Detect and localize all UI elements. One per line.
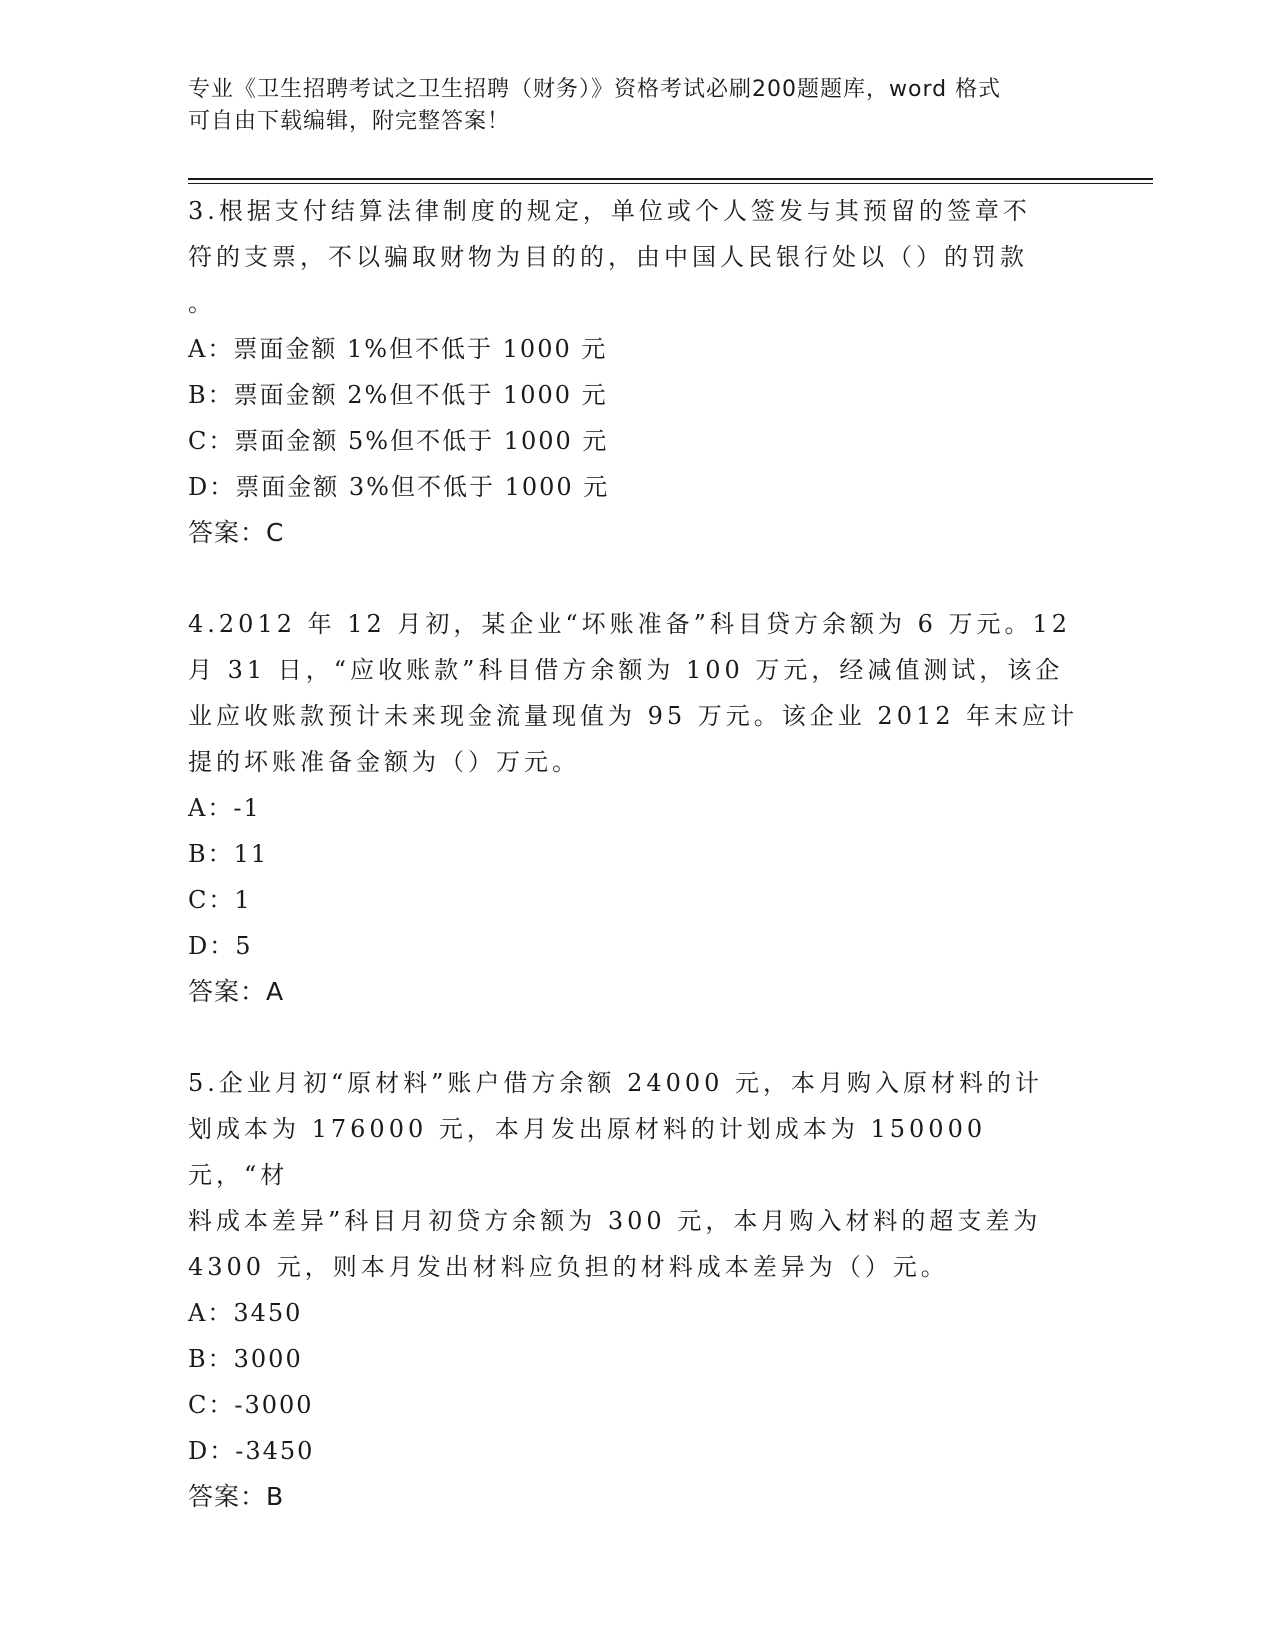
option-d: D：票面金额 3%但不低于 1000 元 xyxy=(188,473,610,501)
option-a: A：3450 xyxy=(188,1299,303,1327)
question-stem-line: 3.根据支付结算法律制度的规定，单位或个人签发与其预留的签章不 xyxy=(188,197,1031,225)
option-c: C：票面金额 5%但不低于 1000 元 xyxy=(188,427,609,455)
option-d: D：-3450 xyxy=(188,1437,315,1465)
option-a: A：-1 xyxy=(188,794,261,822)
question-stem-line: 提的坏账准备金额为（）万元。 xyxy=(188,748,580,776)
question-5 xyxy=(188,1060,1088,1520)
answer-line: 答案：B xyxy=(188,1482,285,1511)
header-line-2: 可自由下载编辑，附完整答案！ xyxy=(188,109,511,134)
option-c: C：-3000 xyxy=(188,1391,314,1419)
question-stem-line: 。 xyxy=(188,289,216,317)
question-stem-line: 料成本差异”科目月初贷方余额为 300 元，本月购入材料的超支差为 xyxy=(188,1207,1042,1235)
question-spacer xyxy=(188,1015,1088,1060)
question-stem-line: 4.2012 年 12 月初，某企业“坏账准备”科目贷方余额为 6 万元。12 xyxy=(188,610,1072,638)
option-d: D：5 xyxy=(188,932,253,960)
option-a: A：票面金额 1%但不低于 1000 元 xyxy=(188,335,608,363)
header-divider-thick xyxy=(188,178,1153,180)
document-header xyxy=(188,74,1088,138)
question-stem-line: 符的支票，不以骗取财物为目的的，由中国人民银行处以（）的罚款 xyxy=(188,243,1028,271)
question-4 xyxy=(188,601,1088,1015)
question-list xyxy=(188,188,1088,1520)
option-c: C：1 xyxy=(188,886,252,914)
question-stem-line: 业应收账款预计未来现金流量现值为 95 万元。该企业 2012 年末应计 xyxy=(188,702,1079,730)
question-stem-line: 划成本为 176000 元，本月发出原材料的计划成本为 150000 元，“材 xyxy=(188,1115,987,1189)
option-b: B：票面金额 2%但不低于 1000 元 xyxy=(188,381,608,409)
question-3 xyxy=(188,188,1088,556)
question-stem-line: 5.企业月初“原材料”账户借方余额 24000 元，本月购入原材料的计 xyxy=(188,1069,1044,1097)
header-divider-thin xyxy=(188,183,1153,184)
question-stem-line: 4300 元，则本月发出材料应负担的材料成本差异为（）元。 xyxy=(188,1253,949,1281)
option-b: B：3000 xyxy=(188,1345,303,1373)
question-spacer xyxy=(188,556,1088,601)
option-b: B：11 xyxy=(188,840,269,868)
answer-line: 答案：A xyxy=(188,977,285,1006)
question-stem-line: 月 31 日，“应收账款”科目借方余额为 100 万元，经减值测试，该企 xyxy=(188,656,1064,684)
answer-line: 答案：C xyxy=(188,518,285,547)
header-line-1: 专业《卫生招聘考试之卫生招聘（财务）》资格考试必刷200题题库，word 格式 xyxy=(188,77,1002,102)
